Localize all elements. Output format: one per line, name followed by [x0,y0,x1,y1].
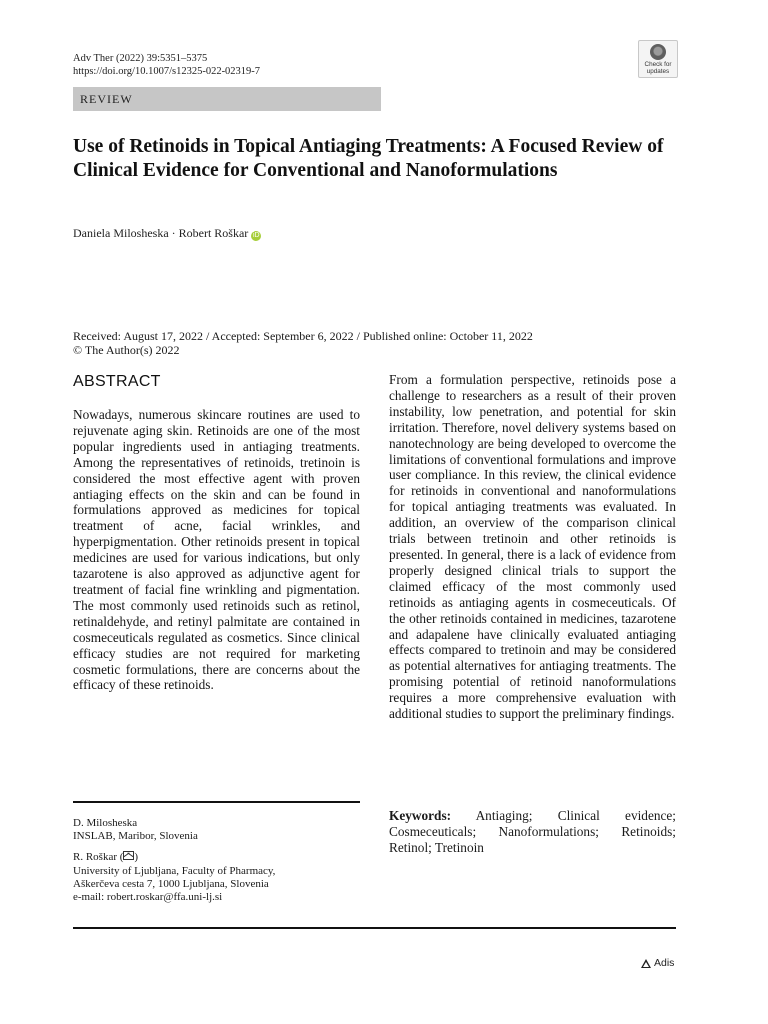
affiliations [73,817,373,904]
publisher-logo [641,957,674,969]
orcid-icon[interactable]: iD [252,232,260,239]
envelope-icon [123,851,134,860]
affiliation-author2-institution: University of Ljubljana, Faculty of Pharmacy, [73,864,276,877]
keywords-list: Antiaging; Clinical evidence; Cosmeceuticals; Nanoformulations; Retinoids; Retinol; Tretinoin [389,808,676,855]
footer-divider [73,927,676,929]
keywords [389,808,676,856]
check-for-updates-badge[interactable] [638,40,678,78]
publisher-name: Adis [654,957,675,969]
publication-dates: Received: August 17, 2022 / Accepted: September 6, 2022 / Published online: October 11, 2022 [73,329,533,343]
affiliation-author1-name: D. Milosheska [73,817,138,829]
affiliation-divider [73,801,360,803]
journal-citation: Adv Ther (2022) 39:5351–5375 [73,53,208,64]
article-title: Use of Retinoids in Topical Antiaging Treatments: A Focused Review of Clinical Evidence for Conventional and Nanoformulations [73,136,664,181]
copyright-notice: © The Author(s) 2022 [73,343,180,357]
affiliation-author1-institution: INSLAB, Maribor, Slovenia [73,830,198,843]
check-for-updates-icon [650,44,666,60]
adis-triangle-icon [641,959,651,968]
section-label: REVIEW [80,92,133,106]
affiliation-author2-address: Aškerčeva cesta 7, 1000 Ljubljana, Slovenia [73,877,269,890]
affiliation-author2-name-row: R. Roškar ( ) [73,851,139,864]
affiliation-author2-name: R. Roškar [73,851,117,864]
keywords-label: Keywords: [389,808,452,823]
doi-link[interactable]: https://doi.org/10.1007/s12325-022-02319-7 [73,66,261,77]
author-names: Daniela Milosheska · Robert Roškar [73,226,249,240]
abstract-text-right: From a formulation perspective, retinoids pose a challenge to researchers as a result of their proven instability, low penetration, and potential for skin irritation. Therefore, novel delivery systems based on nanotechnology are being developed to overcome the limitations of conventional formulations and improve user compliance. In this review, the clinical evidence for retinoids in conventional and nanoformulations for topical antiaging treatments was evaluated. In addition, an overview of the comparison clinical trials between tretinoin and other retinoids is presented. In general, there is a lack of evidence from properly designed clinical trials to support the claimed efficacy of the most commonly used retinoids as antiaging agents in cosmeceuticals. Of the other retinoids contained in medicines, tazarotene and adapalene have clinically evaluated antiaging effects compared to tretinoin and may be considered as potential alternatives for antiaging treatments. The promising potential of retinoid nanoformulations requires a more comprehensive evaluation with additional studies to support the preliminary findings. [389,372,676,722]
check-for-updates-label: Check for updates [644,61,672,75]
abstract-heading: ABSTRACT [73,373,161,390]
abstract-text-left: Nowadays, numerous skincare routines are used to rejuvenate aging skin. Retinoids are one of the most popular ingredients used in antiaging treatments. Among the representatives of retinoids, tretinoin is considered the most effective agent with proven antiaging effects on the skin and can be found in formulations approved as medicines for topical treatment of acne, facial wrinkles, and hyperpigmentation. Other retinoids present in topical medicines are used for various indications, but only tazarotene is also approved as adjunctive agent for treatment of facial fine wrinkling and pigmentation. The most commonly used retinoids such as retinol, retinaldehyde, and retinyl palmitate are contained in cosmeceuticals regulated as cosmetics. Since clinical efficacy studies are not required for marketing cosmetic formulations, there are concerns about the efficacy of these retinoids. [73,407,360,693]
author-list [73,226,261,241]
affiliation-author2-email[interactable]: e-mail: robert.roskar@ffa.uni-lj.si [73,891,223,904]
